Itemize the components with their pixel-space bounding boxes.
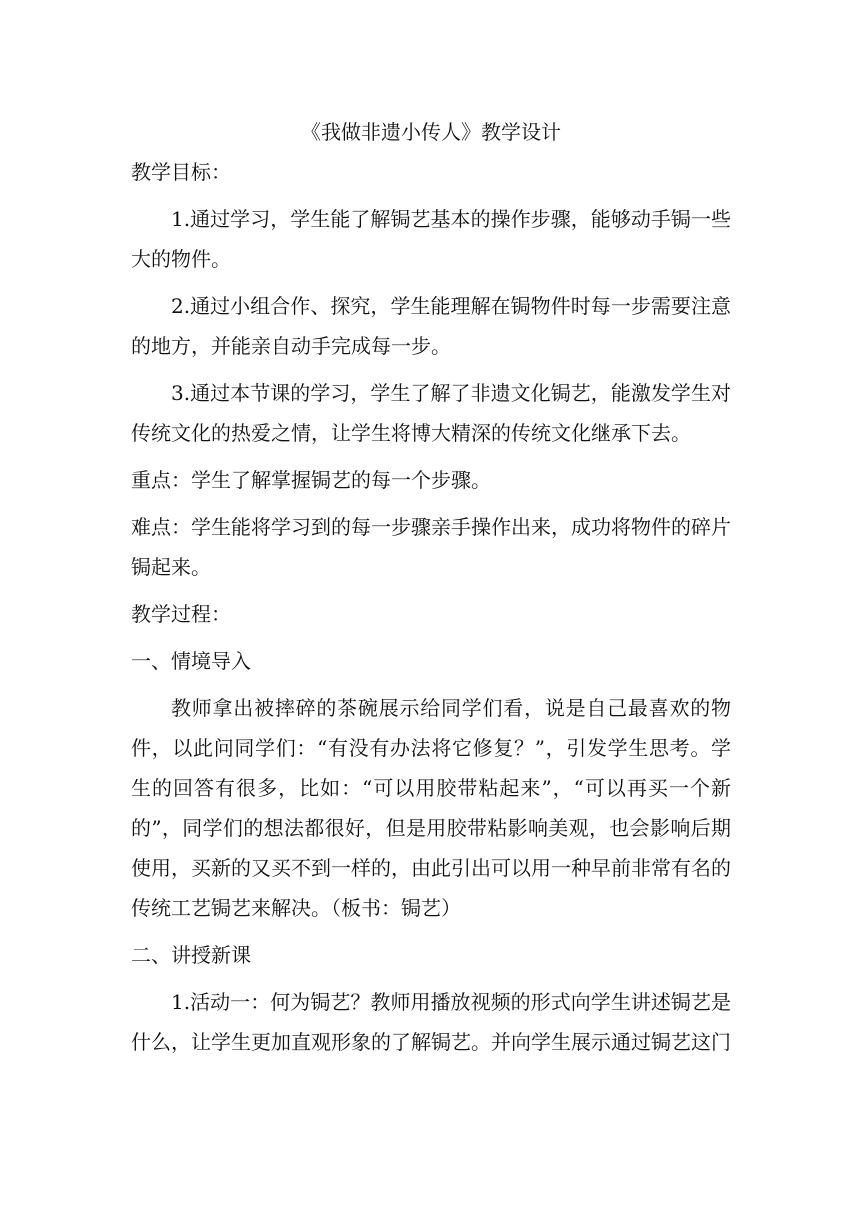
process-heading: 教学过程： — [131, 602, 231, 626]
objectives-heading: 教学目标： — [131, 160, 231, 184]
section-2-body: 1.活动一：何为锔艺？教师用播放视频的形式向学生讲述锔艺是什么，让学生更加直观形象的了解锔艺。并向学生展示通过锔艺这门 — [131, 990, 731, 1054]
document-title: 《我做非遗小传人》教学设计 — [301, 120, 561, 144]
section-1-body: 教师拿出被摔碎的茶碗展示给同学们看，说是自己最喜欢的物件，以此问同学们：“有没有办法将它修复？”，引发学生思考。学生的回答有很多，比如：“可以用胶带粘起来”，“可以再买一个新的”，同学们的想法都很好，但是用胶带粘影响美观，也会影响后期使用，买新的又买不到一样的，由此引出可以用一种早前非常有名的传统工艺锔艺来解决。（板书：锔艺） — [131, 696, 731, 920]
objective-1: 1.通过学习，学生能了解锔艺基本的操作步骤，能够动手锔一些大的物件。 — [131, 207, 731, 271]
difficulty: 难点：学生能将学习到的每一步骤亲手操作出来，成功将物件的碎片锔起来。 — [131, 515, 731, 579]
objective-3: 3.通过本节课的学习，学生了解了非遗文化锔艺，能激发学生对传统文化的热爱之情，让学生将博大精深的传统文化继承下去。 — [131, 381, 731, 445]
document-body — [131, 112, 731, 1069]
section-2-heading: 二、讲授新课 — [131, 943, 251, 967]
key-point: 重点：学生了解掌握锔艺的每一个步骤。 — [131, 468, 491, 492]
objective-2: 2.通过小组合作、探究，学生能理解在锔物件时每一步需要注意的地方，并能亲自动手完成每一步。 — [131, 294, 731, 358]
section-1-heading: 一、情境导入 — [131, 649, 251, 673]
